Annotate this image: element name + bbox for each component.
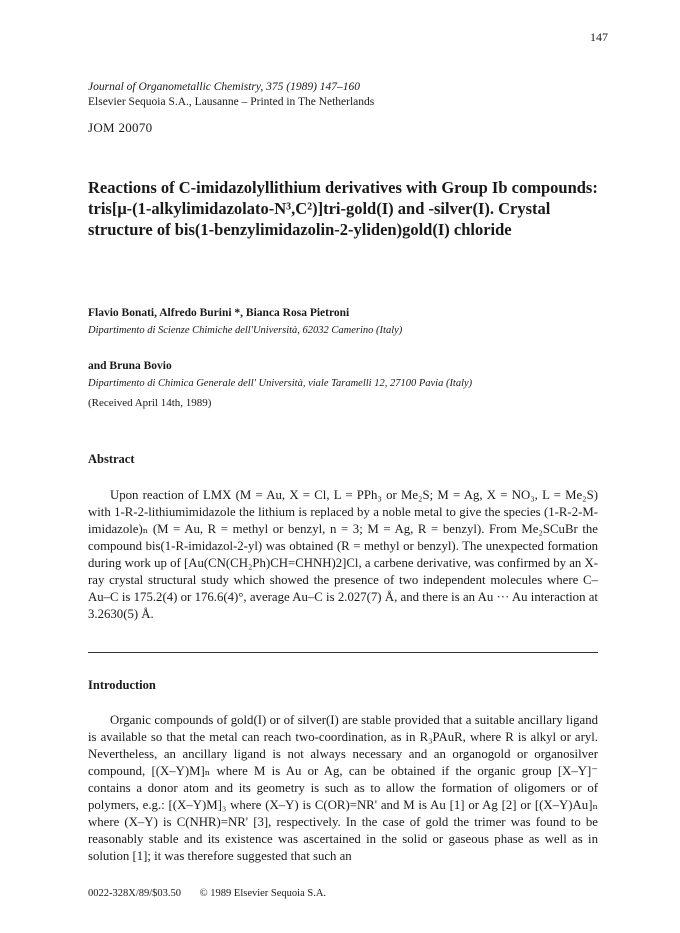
affiliation-2: Dipartimento di Chimica Generale dell' Università, viale Taramelli 12, 27100 Pavia (Italy) [88, 378, 473, 389]
introduction-text: Organic compounds of gold(I) or of silver(I) are stable provided that a suitable ancillary ligand is available so that the metal can reach two-coordination, as in R₃PAuR, where R is alkyl or aryl. Nevertheless, an ancillary ligand is not always necessary and an organogold or organosilver compound, [(X–Y)M]ₙ where M is Au or Ag, can be obtained if the organic group [X–Y]⁻ contains a donor atom and its geometry is such as to allow the formation of oligomers or of polymers, e.g.: [(X–Y)M]₃ where (X–Y) is C(OR)=NR' and M is Au [1] or Ag [2] or [(X–Y)Au]ₙ where (X–Y) is C(NHR)=NR' [3], respectively. In the case of gold the trimer was found to be reasonably stable and its existence was ascertained in the solid or gaseous phase as well as in solution [1]; it was therefore suggested that such an [88, 713, 598, 863]
paper-title: Reactions of C-imidazolyllithium derivatives with Group Ib compounds: tris[μ-(1-alkylimidazolato-N³,C²)]tri-gold(I) and -silver(I). Crystal structure of bis(1-benzylimidazolin-2-yliden)gold(I) chloride [88, 178, 598, 239]
page-number: 147 [590, 30, 608, 44]
page-footer [88, 888, 342, 899]
footer-code: 0022-328X/89/$03.50 [88, 888, 182, 899]
journal-code: JOM 20070 [88, 120, 153, 135]
abstract-text: Upon reaction of LMX (M = Au, X = Cl, L = PPh₃ or Me₂S; M = Ag, X = NO₃, L = Me₂S) with 1-R-2-lithiumimidazole the lithium is replaced by a noble metal to give the species (1-R-2-M-imidazole)ₙ (M = Au, R = methyl or benzyl, n = 3; M = Ag, R = benzyl). From Me₂SCuBr the compound bis(1-R-imidazol-2-yl) was obtained (R = methyl or benzyl). The unexpected formation during work up of [Au(CN(CH₂Ph)CH=CHNH)2]Cl, a carbene derivative, was confirmed by an X-ray crystal structural study which showed the presence of two independent molecules where C–Au–C is 175.2(4) or 176.6(4)°, average Au–C is 2.027(7) Å, and there is an Au ··· Au interaction at 3.2630(5) Å. [88, 488, 598, 621]
abstract-body [88, 487, 598, 623]
authors-group-2: and Bruna Bovio [88, 360, 172, 372]
authors-group-1: Flavio Bonati, Alfredo Burini *, Bianca Rosa Pietroni [88, 307, 350, 319]
affiliation-1: Dipartimento di Scienze Chimiche dell'Università, 62032 Camerino (Italy) [88, 325, 403, 336]
introduction-heading: Introduction [88, 678, 156, 692]
journal-citation: Journal of Organometallic Chemistry, 375 (1989) 147–160 [88, 81, 361, 93]
journal-header [88, 80, 374, 110]
received-date: (Received April 14th, 1989) [88, 397, 212, 409]
journal-publisher: Elsevier Sequoia S.A., Lausanne – Printed in The Netherlands [88, 96, 375, 108]
footer-copyright: © 1989 Elsevier Sequoia S.A. [199, 888, 327, 899]
section-divider [88, 652, 598, 653]
introduction-body [88, 712, 598, 865]
abstract-heading: Abstract [88, 452, 135, 466]
